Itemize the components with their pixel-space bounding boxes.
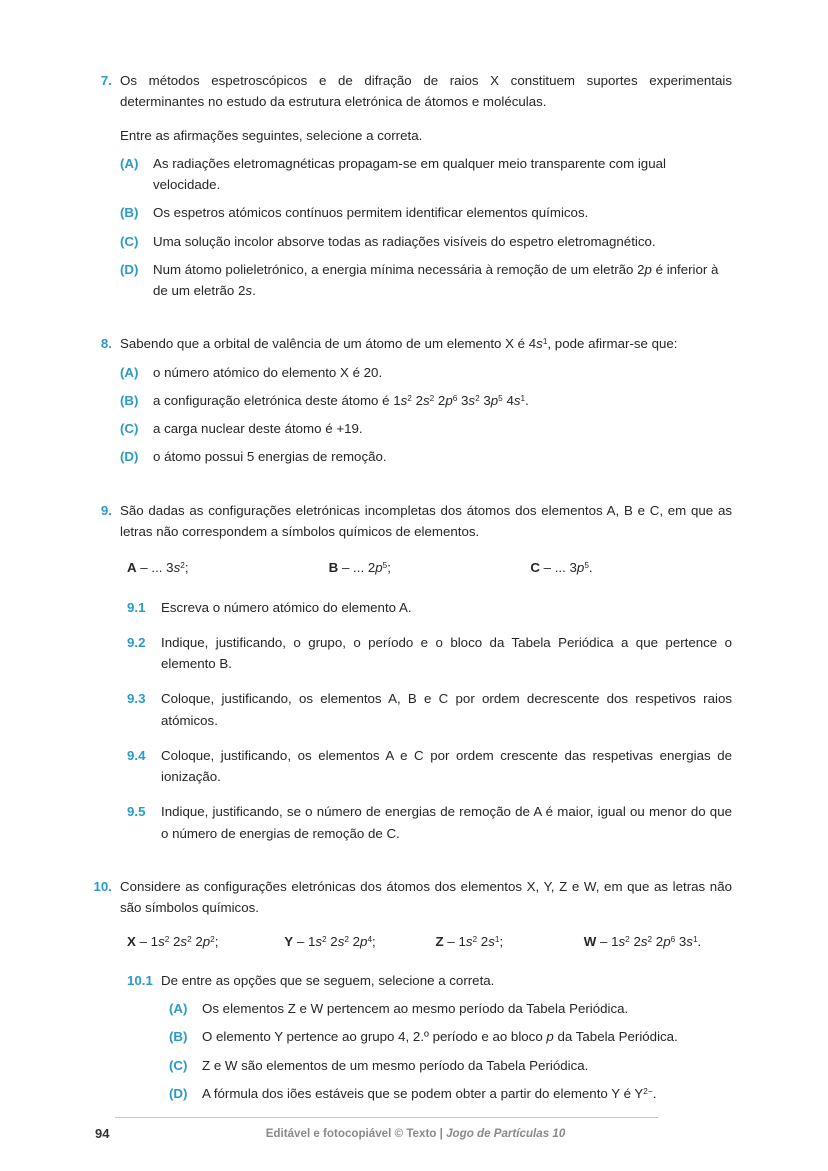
- question-9: [100, 500, 732, 844]
- subquestion-9-2-text: Indique, justificando, o grupo, o período e o bloco da Tabela Periódica a que pertence o elemento B.: [161, 634, 732, 672]
- config-element-a: A – ... $3s^2$;: [127, 560, 189, 576]
- question-10-configurations: [120, 931, 732, 952]
- question-7-prompt: Entre as afirmações seguintes, selecione a correta.: [120, 127, 423, 143]
- footer-divider: [115, 1117, 658, 1118]
- subquestion-9-3: [120, 688, 732, 731]
- option-c-text: Uma solução incolor absorve todas as radiações visíveis do espetro eletromagnético.: [153, 233, 656, 249]
- page-number: 94: [95, 1126, 110, 1142]
- option-b-text: a configuração eletrónica deste átomo é $1s^2$ $2s^2$ $2p^6$ $3s^2$ $3p^5$ $4s^1$.: [153, 392, 529, 408]
- option-d-label: (D): [169, 1085, 188, 1101]
- question-10-number: 10.: [93, 878, 112, 894]
- question-10-1-option-d: [169, 1083, 732, 1104]
- option-a-text: As radiações eletromagnéticas propagam-se em qualquer meio transparente com igual velocidade.: [153, 155, 666, 193]
- subquestion-9-4-number: 9.4: [127, 747, 146, 763]
- subquestion-9-4-text: Coloque, justificando, os elementos A e C por ordem crescente das respetivas energias de ionização.: [161, 747, 732, 785]
- question-10-header: [93, 876, 732, 919]
- question-9-configurations: [120, 557, 732, 578]
- question-8-option-b: [120, 390, 732, 411]
- footer-row: [95, 1124, 736, 1145]
- subquestion-9-3-number: 9.3: [127, 691, 146, 707]
- option-d-label: (D): [120, 261, 139, 277]
- option-d-text: o átomo possui 5 energias de remoção.: [153, 449, 387, 465]
- subquestion-9-2-number: 9.2: [127, 634, 146, 650]
- subquestion-10-1-body: [161, 970, 732, 1104]
- subquestion-9-1: [120, 597, 732, 618]
- subquestion-10-1: [120, 970, 732, 1104]
- option-b-label: (B): [169, 1029, 188, 1045]
- subquestion-10-1-number: 10.1: [127, 972, 153, 988]
- config-element-x: X – $1s^2$ $2s^2$ $2p^2$;: [127, 934, 219, 950]
- subquestion-10-1-options: [169, 998, 732, 1104]
- config-element-y: Y – $1s^2$ $2s^2$ $2p^4$;: [284, 934, 376, 950]
- option-b-label: (B): [120, 205, 139, 221]
- option-c-label: (C): [169, 1057, 188, 1073]
- config-element-w: W – $1s^2$ $2s^2$ $2p^6$ $3s^1$.: [583, 934, 702, 950]
- option-c-label: (C): [120, 421, 139, 437]
- subquestion-9-5-number: 9.5: [127, 804, 146, 820]
- config-element-b: B – ... $2p^5$;: [328, 560, 391, 576]
- question-8-option-d: [120, 446, 732, 467]
- option-c-label: (C): [120, 233, 139, 249]
- subquestion-9-3-text: Coloque, justificando, os elementos A, B e C por ordem decrescente dos respetivos raios atómicos.: [161, 691, 732, 728]
- option-b-label: (B): [120, 392, 139, 408]
- question-9-header: [100, 500, 732, 543]
- question-8-header: [100, 333, 732, 354]
- question-10-text: Considere as configurações eletrónicas dos átomos dos elementos X, Y, Z e W, em que as letras não são símbolos químicos.: [120, 878, 732, 916]
- question-8-options: [120, 362, 732, 468]
- question-7-header: [100, 70, 732, 113]
- option-b-text: Os espetros atómicos contínuos permitem identificar elementos químicos.: [153, 205, 589, 221]
- question-10-1-option-c: [169, 1055, 732, 1076]
- subquestion-9-2: [120, 632, 732, 675]
- question-7-option-d: [120, 259, 732, 302]
- question-8: [100, 333, 732, 467]
- question-7-option-c: [120, 231, 732, 252]
- subquestion-9-1-number: 9.1: [127, 599, 146, 615]
- question-10-1-option-b: [169, 1026, 732, 1047]
- option-d-text: A fórmula dos iões estáveis que se podem obter a partir do elemento Y é $Y^{2-}$.: [202, 1085, 657, 1101]
- config-element-c: C – ... $3p^5$.: [530, 560, 593, 576]
- question-8-number: 8.: [100, 336, 112, 352]
- subquestion-9-5-text: Indique, justificando, se o número de energias de remoção de A é maior, igual ou menor do que o número de energias de remoção de C.: [161, 804, 732, 841]
- subquestion-9-1-text: Escreva o número atómico do elemento A.: [161, 599, 412, 615]
- question-10-1-option-a: [169, 998, 732, 1019]
- question-7-options: [120, 153, 732, 302]
- option-d-text: Num átomo polieletrónico, a energia mínima necessária à remoção de um eletrão 2p é inferior à de um eletrão 2s.: [153, 261, 719, 299]
- option-a-text: Os elementos Z e W pertencem ao mesmo período da Tabela Periódica.: [202, 1000, 629, 1016]
- page-footer: [95, 1117, 736, 1145]
- subquestion-9-4: [120, 745, 732, 788]
- question-8-option-c: [120, 418, 732, 439]
- question-10: [93, 876, 732, 1104]
- option-c-text: a carga nuclear deste átomo é +19.: [153, 421, 363, 437]
- question-8-option-a: [120, 362, 732, 383]
- option-c-text: Z e W são elementos de um mesmo período da Tabela Periódica.: [202, 1057, 589, 1073]
- option-a-label: (A): [120, 364, 139, 380]
- question-8-text: Sabendo que a orbital de valência de um átomo de um elemento X é $4s^1$, pode afirmar-se que:: [120, 336, 678, 352]
- question-9-number: 9.: [100, 502, 112, 518]
- subquestion-9-5: [120, 801, 732, 844]
- question-7-option-b: [120, 202, 732, 223]
- question-7-number: 7.: [100, 73, 112, 88]
- question-9-text: São dadas as configurações eletrónicas incompletas dos átomos dos elementos A, B e C, em que as letras não correspondem a símbolos químicos de elementos.: [120, 502, 732, 539]
- question-7: [100, 70, 732, 301]
- option-a-text: o número atómico do elemento X é 20.: [153, 364, 383, 380]
- config-element-z: Z – $1s^2$ $2s^1$;: [435, 934, 504, 950]
- option-a-label: (A): [169, 1000, 188, 1016]
- subquestion-10-1-prompt: De entre as opções que se seguem, selecione a correta.: [161, 972, 495, 988]
- option-d-label: (D): [120, 449, 139, 465]
- question-7-text: Os métodos espetroscópicos e de difração de raios X constituem suportes experimentais determinantes no estudo da estrutura eletrónica de átomos e moléculas.: [120, 73, 732, 110]
- option-b-text: O elemento Y pertence ao grupo 4, 2.º período e ao bloco p da Tabela Periódica.: [202, 1029, 678, 1045]
- question-7-option-a: [120, 153, 732, 196]
- option-a-label: (A): [120, 155, 139, 171]
- footer-credit: Editável e fotocopiável © Texto | Jogo de Partículas 10: [265, 1127, 566, 1141]
